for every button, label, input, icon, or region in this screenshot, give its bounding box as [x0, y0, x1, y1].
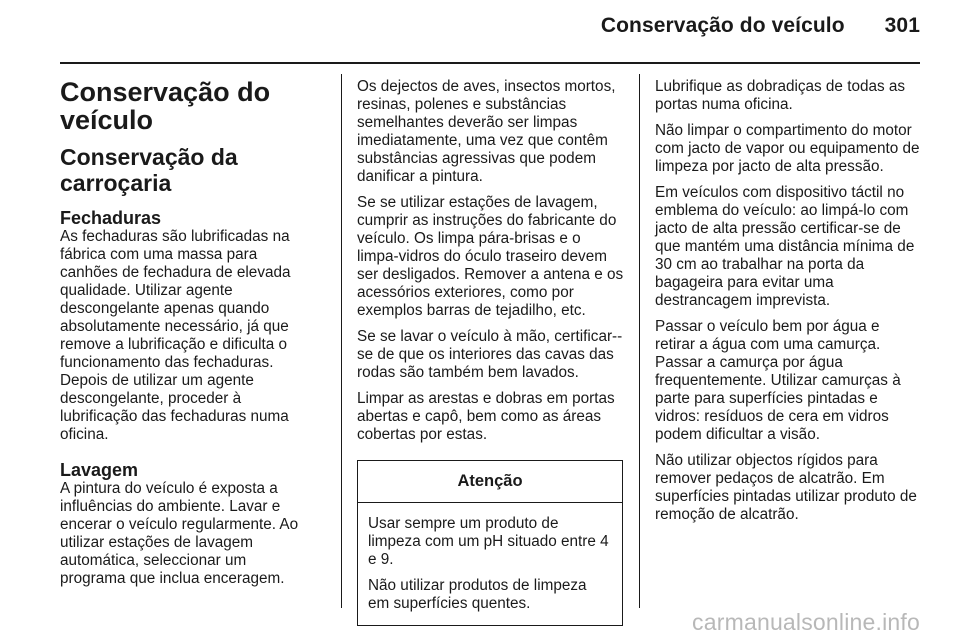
col3-paragraph: Lubrifique as dobradiças de todas as portas numa oficina. — [655, 78, 906, 113]
col2-paragraph: Limpar as arestas e dobras em portas abertas e capô, bem como as áreas cobertas por estas. — [357, 390, 615, 443]
page-number: 301 — [884, 14, 920, 37]
warning-callout — [357, 460, 623, 626]
col3-paragraph: Não limpar o compartimento do motor com jacto de vapor ou equipamento de limpeza por jacto de alta pressão. — [655, 122, 920, 175]
column-divider-1 — [341, 74, 342, 608]
callout-paragraph: Não utilizar produtos de limpeza em superfícies quentes. — [368, 577, 587, 612]
col2-paragraph: Os dejectos de aves, insectos mortos, resinas, polenes e substâncias semelhantes deverão ser limpas imediatamente, uma vez que contêm substâncias agressivas que podem danificar a pintura. — [357, 78, 616, 185]
sub-heading-line1: Conservação da — [60, 144, 238, 170]
main-heading — [60, 78, 305, 134]
locks-heading: Fechaduras — [60, 208, 162, 228]
column-1 — [60, 78, 305, 596]
header-section-title: Conservação do veículo — [600, 14, 845, 37]
callout-title: Atenção — [358, 461, 622, 503]
washing-text: A pintura do veículo é exposta a influências do ambiente. Lavar e encerar o veículo regularmente. Ao utilizar estações de lavagem automática, seleccionar um programa que inclua enceragem. — [60, 480, 299, 587]
locks-text: As fechaduras são lubrificadas na fábrica com uma massa para canhões de fechadura de elevada qualidade. Utilizar agente descongelante apenas quando absolutamente necessário, já que remove a lubrificação e dificulta o funcionamento das fechaduras. Depois de utilizar um agente descongelante, proceder à lubrificação das fechaduras numa oficina. — [60, 228, 291, 443]
col3-paragraph: Passar o veículo bem por água e retirar a água com uma camurça. Passar a camurça por água frequentemente. Utilizar camurças à parte para superfícies pintadas e vidros: resíduos de cera em vidros podem dificultar a visão. — [655, 318, 901, 443]
col3-paragraph: Em veículos com dispositivo táctil no emblema do veículo: ao limpá-lo com jacto de alta pressão certificar-se de que mantém uma distância mínima de 30 cm ao trabalhar na porta da bagageira para evitar uma destrancagem imprevista. — [655, 184, 915, 309]
column-2 — [357, 78, 624, 626]
column-3 — [655, 78, 923, 532]
callout-paragraph: Usar sempre um produto de limpeza com um pH situado entre 4 e 9. — [368, 515, 609, 568]
watermark: carmanualsonline.info — [692, 609, 920, 635]
callout-body — [358, 503, 622, 625]
col2-paragraph: Se se lavar o veículo à mão, certificar--se de que os interiores das cavas das rodas são também bem lavados. — [357, 328, 623, 381]
col3-paragraph: Não utilizar objectos rígidos para remover pedaços de alcatrão. Em superfícies pintadas utilizar produto de remoção de alcatrão. — [655, 452, 917, 523]
col2-paragraph: Se se utilizar estações de lavagem, cumprir as instruções do fabricante do veículo. Os limpa pára-brisas e o limpa-vidros do óculo traseiro devem ser desligados. Remover a antena e os acessórios exteriores, como por exemplos barras de tejadilho, etc. — [357, 194, 624, 319]
sub-heading-line2: carroçaria — [60, 170, 172, 196]
main-heading-line2: veículo — [60, 105, 154, 135]
header-rule — [60, 62, 920, 64]
main-heading-line1: Conservação do — [60, 77, 271, 107]
washing-heading: Lavagem — [60, 460, 139, 480]
column-divider-2 — [639, 74, 640, 608]
sub-heading — [60, 144, 305, 196]
page-header — [601, 14, 920, 38]
